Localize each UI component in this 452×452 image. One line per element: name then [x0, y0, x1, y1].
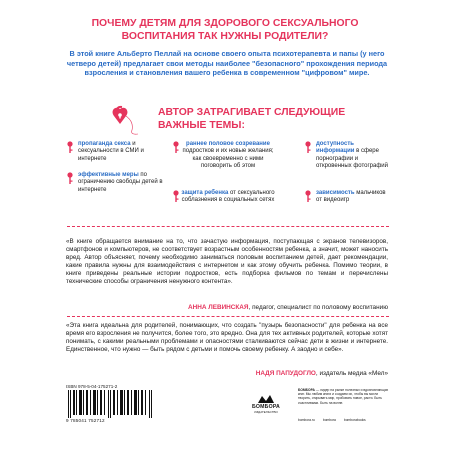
topic-text: мальчиков от видеоигр	[316, 190, 386, 204]
barcode-number: 9 785041 752712	[66, 418, 105, 423]
heart-lock-icon	[108, 102, 144, 136]
topic-item	[78, 172, 168, 194]
key-icon	[66, 141, 74, 153]
key-icon	[304, 190, 312, 202]
topic-highlight: защита ребенка	[181, 190, 229, 196]
publisher-logo-icon	[257, 394, 275, 404]
topic-item	[178, 141, 278, 171]
topic-highlight: эффективные меры	[78, 172, 139, 178]
topic-item	[316, 190, 390, 205]
intro-paragraph: В этой книге Альберто Пеллай на основе своего опыта психотерапевта и папы (у него четверо детей) предлагает свои методы наиболее "безопасного" прохождения периода взросления и становления вашего ребенка в современном "цифровом" мире.	[66, 49, 388, 78]
review-signature-2	[256, 370, 388, 378]
publisher-link: bomborabooks	[343, 418, 366, 422]
topic-highlight: пропаганда секса	[78, 141, 131, 147]
topic-text: и сексуальности в СМИ и интернете	[78, 141, 144, 162]
topic-text: по ограничению свободы детей в интернете	[78, 172, 163, 193]
reviewer-name: АННА ЛЕВИНСКАЯ	[187, 304, 249, 311]
topic-highlight: доступность информации	[316, 141, 355, 155]
topic-text: в сфере порнографии и откровенных фотографий	[316, 148, 388, 170]
topic-highlight: раннее половое созревание	[186, 141, 270, 147]
divider	[67, 226, 389, 227]
cover-question-title: ПОЧЕМУ ДЕТЯМ ДЛЯ ЗДОРОВОГО СЕКСУАЛЬНОГО ВОСПИТАНИЯ ТАК НУЖНЫ РОДИТЕЛИ?	[91, 18, 359, 42]
reviewer-name: НАДЯ ПАПУДОГЛО	[255, 370, 316, 377]
cover-footer	[66, 384, 388, 424]
publisher-description	[298, 388, 390, 405]
topic-text: подростков и их новые желания; как своевременно с ними поговорить об этом	[182, 148, 274, 170]
key-icon	[66, 172, 74, 184]
publisher-logo	[244, 394, 288, 424]
publisher-description-lead: БОМБОРА	[298, 388, 315, 392]
topic-highlight: зависимость	[316, 190, 355, 196]
key-icon	[304, 141, 312, 153]
publisher-link: bombora	[322, 418, 336, 422]
topic-item	[78, 141, 168, 163]
barcode-icon	[66, 390, 154, 418]
topics-heading: АВТОР ЗАТРАГИВАЕТ СЛЕДУЮЩИЕ ВАЖНЫЕ ТЕМЫ:	[158, 107, 346, 131]
reviewer-role: , издатель медиа «Мел»	[315, 370, 388, 377]
review-quote-1: «В книге обращается внимание на то, что зачастую информация, поступающая с экранов телевизоров, смартфонов и компьютеров, не соответствует возрастным особенностям ребенка, а значит, может наносить вред. Автор объясняет, почему необходимо заниматься половым воспитанием детей, дает рекомендации, какие правила нужны для взаимодействия с интернетом и как этому обучить ребенка. Помимо теории, в книге приведены реальные истории подростков, есть подборка фильмов по темам и перечислены технические способы ограничения ненужного контента».	[66, 238, 388, 286]
publisher-description-text: — лидер на рынке полезных и вдохновляющих книг. Мы любим книги и создаем их, чтобы вы могли творить, открывать мир, пробовать новое, расти. Быть счастливыми. Быть на волне.	[298, 388, 389, 405]
review-quote-2: «Эта книга идеальна для родителей, понимающих, что создать "пузырь безопасности" для ребенка на все время его взросления не получится, более того, это вредно. Она для тех активных родителей, которые хотят понимать, с какими реальными проблемами и опасностями сталкиваются сейчас дети в жизни и интернете. Единственное, что нужно — быть рядом с детьми и помочь своему ребенку. А заодно и себе».	[66, 322, 388, 354]
isbn-label: ISBN 978-5-04-175271-2	[66, 384, 118, 389]
reviewer-role: , педагог, специалист по половому воспитанию	[248, 304, 388, 311]
topic-text: от сексуального соблазнения в социальных сетях	[181, 190, 275, 204]
review-signature-1	[188, 304, 388, 312]
topic-item	[178, 190, 278, 205]
publisher-name: БОМБОРА	[252, 404, 280, 410]
publisher-link: bombora.ru	[298, 418, 315, 422]
publisher-links	[298, 418, 390, 422]
publisher-subtitle: ИЗДАТЕЛЬСТВО	[254, 410, 278, 414]
topic-item	[316, 141, 390, 171]
divider	[67, 316, 389, 317]
